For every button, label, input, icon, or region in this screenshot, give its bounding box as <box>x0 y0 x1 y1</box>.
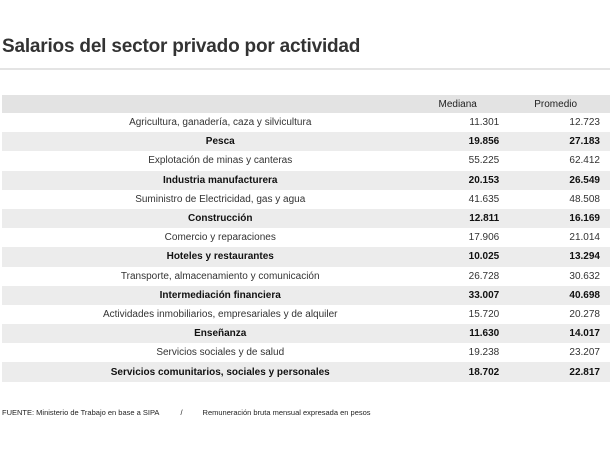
activity-cell: Suministro de Electricidad, gas y agua <box>135 193 306 205</box>
activity-cell: Enseñanza <box>2 324 436 343</box>
mean-cell: 26.549 <box>532 171 610 190</box>
table-row <box>2 324 610 343</box>
activity-cell: Explotación de minas y canteras <box>148 155 293 167</box>
activity-cell: Construcción <box>2 209 436 228</box>
table-header-row <box>2 95 610 113</box>
mean-cell: 30.632 <box>569 270 600 282</box>
median-cell: 19.856 <box>436 132 532 151</box>
page-title: Salarios del sector privado por actividad <box>2 36 361 57</box>
mean-cell: 40.698 <box>532 286 610 305</box>
table-row <box>2 228 610 247</box>
median-cell: 12.811 <box>436 209 532 228</box>
mean-cell: 13.294 <box>532 247 610 266</box>
activity-cell: Servicios sociales y de salud <box>156 347 285 359</box>
mean-cell: 62.412 <box>569 155 600 167</box>
median-cell: 10.025 <box>436 247 532 266</box>
mean-cell: 12.723 <box>569 117 600 129</box>
activity-cell: Agricultura, ganadería, caza y silvicultura <box>129 117 312 129</box>
mean-cell: 23.207 <box>569 347 600 359</box>
table-row <box>2 209 610 228</box>
median-cell: 11.301 <box>469 117 500 129</box>
median-cell: 55.225 <box>468 155 500 167</box>
unit-note: Remuneración bruta mensual expresada en pesos <box>202 408 371 417</box>
mean-cell: 21.014 <box>569 232 600 244</box>
median-cell: 15.720 <box>468 308 500 320</box>
table-row <box>2 190 610 209</box>
mean-cell: 20.278 <box>569 308 600 320</box>
footer-separator: / <box>180 408 183 417</box>
table-row <box>2 305 610 324</box>
header-activity <box>2 95 436 113</box>
table-row <box>2 267 610 286</box>
mean-cell: 48.508 <box>569 193 600 205</box>
salary-table <box>2 95 610 382</box>
median-cell: 41.635 <box>468 193 500 205</box>
table-row <box>2 132 610 151</box>
activity-cell: Actividades inmobiliarios, empresariales y de alquiler <box>102 308 338 320</box>
mean-cell: 14.017 <box>532 324 610 343</box>
activity-cell: Pesca <box>2 132 436 151</box>
title-divider <box>0 68 610 70</box>
median-cell: 20.153 <box>436 171 532 190</box>
activity-cell: Servicios comunitarios, sociales y personales <box>2 362 436 381</box>
activity-cell: Transporte, almacenamiento y comunicación <box>120 270 320 282</box>
source-note: FUENTE: Ministerio de Trabajo en base a SIPA <box>2 408 160 417</box>
median-cell: 33.007 <box>436 286 532 305</box>
median-cell: 11.630 <box>436 324 532 343</box>
table-row <box>2 171 610 190</box>
mean-cell: 16.169 <box>532 209 610 228</box>
activity-cell: Comercio y reparaciones <box>164 232 276 244</box>
table-row <box>2 151 610 170</box>
footer <box>2 408 371 417</box>
table-row <box>2 113 610 132</box>
table-row <box>2 362 610 381</box>
table-row <box>2 343 610 362</box>
table-row <box>2 247 610 266</box>
activity-cell: Intermediación financiera <box>2 286 436 305</box>
header-median: Mediana <box>436 95 532 113</box>
mean-cell: 22.817 <box>532 362 610 381</box>
median-cell: 26.728 <box>468 270 500 282</box>
table-row <box>2 286 610 305</box>
median-cell: 18.702 <box>436 362 532 381</box>
median-cell: 17.906 <box>468 232 500 244</box>
activity-cell: Hoteles y restaurantes <box>2 247 436 266</box>
activity-cell: Industria manufacturera <box>2 171 436 190</box>
header-mean: Promedio <box>532 95 610 113</box>
median-cell: 19.238 <box>468 347 500 359</box>
mean-cell: 27.183 <box>532 132 610 151</box>
